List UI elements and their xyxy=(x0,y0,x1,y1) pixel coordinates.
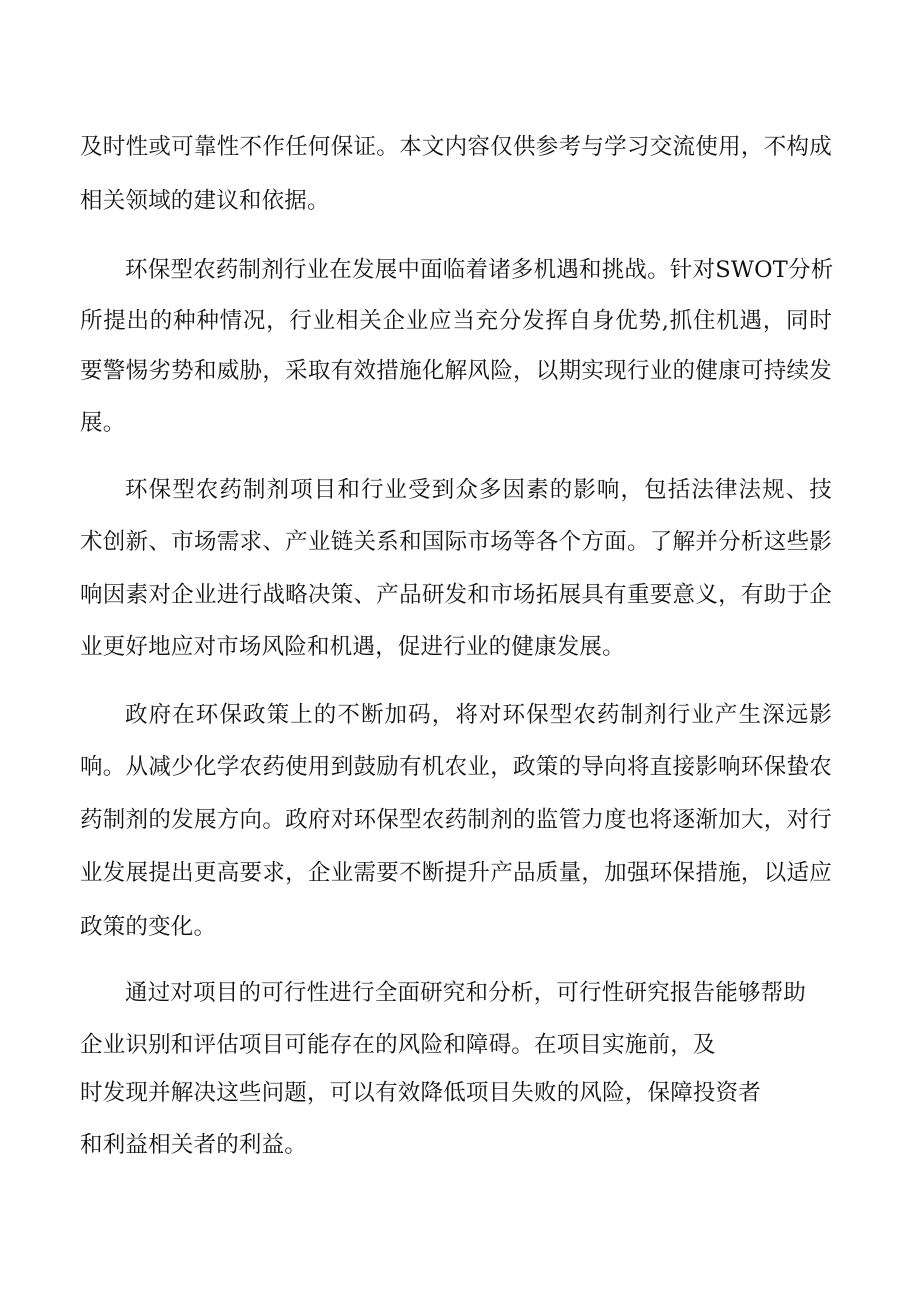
text-line: 业更好地应对市场风险和机遇，促进行业的健康发展。 xyxy=(80,634,625,660)
text-line: 及时性或可靠性不作任何保证。本文内容仅供参考与学习交流使用，不构成 xyxy=(80,134,832,160)
text-line: 展。 xyxy=(80,410,126,436)
text-line: 术创新、市场需求、产业链关系和国际市场等各个方面。了解并分析这些影 xyxy=(80,529,832,555)
text-line: 所提出的种种情况，行业相关企业应当充分发挥自身优势,抓住机遇，同时 xyxy=(80,308,832,334)
text-line: 业发展提出更高要求，企业需要不断提升产品质量，加强环保措施，以适应 xyxy=(80,860,832,886)
text-line: 相关领域的建议和依据。 xyxy=(80,188,330,214)
text-line: 时发现并解决这些问题，可以有效降低项目失败的风险，保障投资者 xyxy=(80,1080,762,1106)
text-line: 政策的变化。 xyxy=(80,914,217,940)
text-line: 通过对项目的可行性进行全面研究和分析，可行性研究报告能够帮助 xyxy=(125,980,807,1006)
text-line: 要警惕劣势和威胁，采取有效措施化解风险，以期实现行业的健康可持续发 xyxy=(80,358,832,384)
text-line: 药制剂的发展方向。政府对环保型农药制剂的监管力度也将逐渐加大，对行 xyxy=(80,807,832,833)
text-line: 企业识别和评估项目可能存在的风险和障碍。在项目实施前，及 xyxy=(80,1032,716,1058)
text-line: 响。从减少化学农药使用到鼓励有机农业，政策的导向将直接影响环保蛰农 xyxy=(80,754,832,780)
text-line: 和利益相关者的利益。 xyxy=(80,1132,308,1158)
text-line: 环保型农药制剂项目和行业受到众多因素的影响，包括法律法规、技 xyxy=(125,477,832,503)
text-line: 政府在环保政策上的不断加码，将对环保型农药制剂行业产生深远影 xyxy=(125,702,832,728)
text-line: 响因素对企业进行战略决策、产品研发和市场拓展具有重要意义，有助于企 xyxy=(80,582,832,608)
text-line: 环保型农药制剂行业在发展中面临着诸多机遇和挑战。针对SWOT分析 xyxy=(125,257,834,283)
